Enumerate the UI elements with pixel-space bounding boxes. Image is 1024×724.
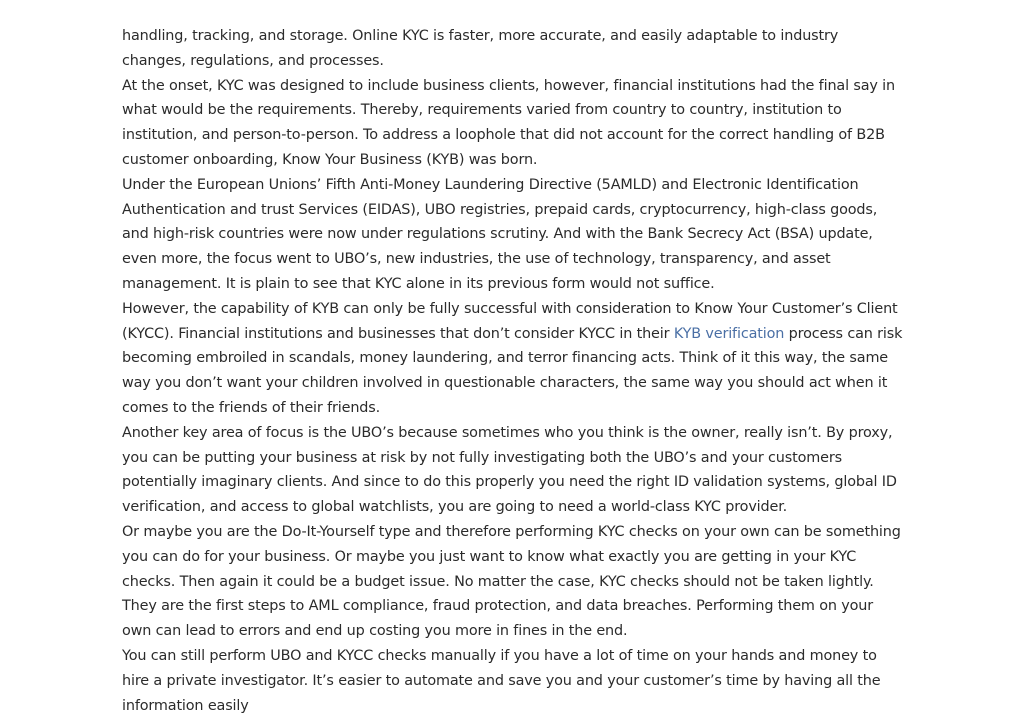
paragraph-diy: Or maybe you are the Do-It-Yourself type and therefore performing KYC checks on your own can be something you can do for your business. Or maybe you just want to know what exactly you are getting in your KYC checks. Then again it could be a budget issue. No matter the case, KYC checks should not be taken lightly. They are the first steps to AML compliance, fraud protection, and data breaches. Performing them on your own can lead to errors and end up costing you more in fines in the end. (122, 523, 901, 640)
paragraph-manual-checks: You can still perform UBO and KYCC checks manually if you have a lot of time on your hands and money to hire a private investigator. It’s easier to automate and save you and your customer’s time by having all the information easily (122, 647, 881, 714)
paragraph-kycc (122, 297, 906, 421)
paragraph-storage: handling, tracking, and storage. Online KYC is faster, more accurate, and easily adaptable to industry changes, regulations, and processes. (122, 28, 839, 69)
paragraph-5amld: Under the European Unions’ Fifth Anti-Money Laundering Directive (5AMLD) and Electronic Identification Authentication and trust Services (EIDAS), UBO registries, prepaid cards, cryptocurrency, high-class goods, and high-risk countries were now under regulations scrutiny. And with the Bank Secrecy Act (BSA) update, even more, the focus went to UBO’s, new industries, the use of technology, transparency, and asset management. It is plain to see that KYC alone in its previous form would not suffice. (122, 176, 878, 292)
article-body (122, 24, 906, 718)
paragraph-kycc-text-end: process can risk becoming embroiled in scandals, money laundering, and terror financing acts. Think of it this way, the same way you don’t want your children involved in questionable characters, the same way you should act when it comes to the friends of their friends. (122, 325, 903, 416)
paragraph-kyb-origin: At the onset, KYC was designed to include business clients, however, financial institutions had the final say in what would be the requirements. Thereby, requirements varied from country to country, institution to institution, and person-to-person. To address a loophole that did not account for the correct handling of B2B customer onboarding, Know Your Business (KYB) was born. (122, 77, 895, 168)
paragraph-kycc-text-start: However, the capability of KYB can only be fully successful with consideration to Know Your Customer’s Client (KYCC). Financial institutions and businesses that don’t consider KYCC in their (122, 300, 898, 342)
paragraph-ubo: Another key area of focus is the UBO’s because sometimes who you think is the owner, really isn’t. By proxy, you can be putting your business at risk by not fully investigating both the UBO’s and your customers potentially imaginary clients. And since to do this properly you need the right ID validation systems, global ID verification, and access to global watchlists, you are going to need a world-class KYC provider. (122, 424, 897, 516)
kyb-verification-link[interactable]: KYB verification (673, 325, 785, 342)
